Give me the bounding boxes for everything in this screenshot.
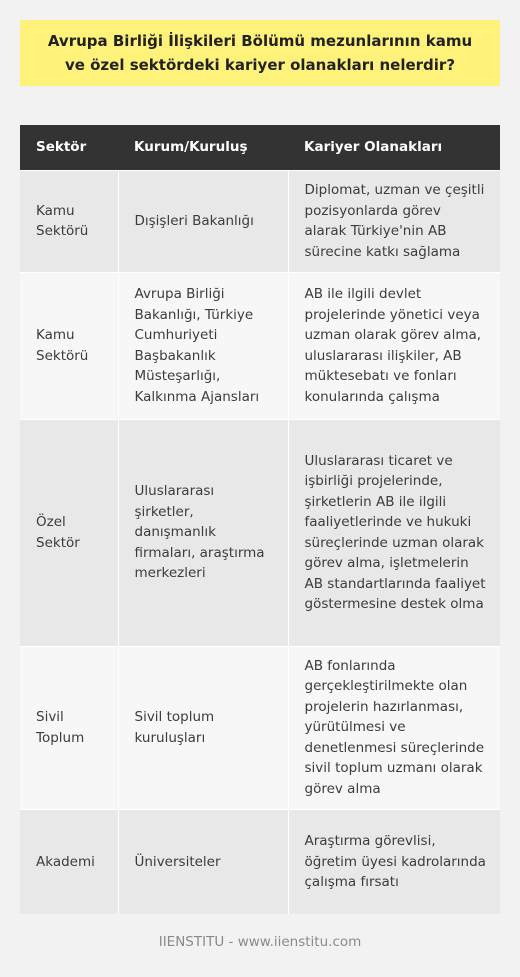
title-banner — [20, 20, 500, 86]
cell-institution: Üniversiteler — [118, 809, 288, 914]
header-sector: Sektör — [20, 125, 118, 170]
cell-careers: AB fonlarında gerçekleştirilmekte olan projelerin hazırlanması, yürütülmesi ve denetlenmesi süreçlerinde sivil toplum uzmanı olarak görev alma — [288, 646, 500, 809]
page-title: Avrupa Birliği İlişkileri Bölümü mezunlarının kamu ve özel sektördeki kariyer olanakları nelerdir? — [47, 32, 473, 74]
cell-careers: Araştırma görevlisi, öğretim üyesi kadrolarında çalışma fırsatı — [288, 809, 500, 914]
cell-careers: Diplomat, uzman ve çeşitli pozisyonlarda görev alarak Türkiye'nin AB sürecine katkı sağlama — [288, 170, 500, 272]
table-row — [20, 170, 500, 272]
cell-sector: Akademi — [20, 809, 118, 914]
table-row — [20, 809, 500, 914]
cell-sector: Kamu Sektörü — [20, 272, 118, 419]
cell-institution: Avrupa Birliği Bakanlığı, Türkiye Cumhuriyeti Başbakanlık Müsteşarlığı, Kalkınma Ajansları — [118, 272, 288, 419]
cell-sector: Sivil Toplum — [20, 646, 118, 809]
cell-careers: AB ile ilgili devlet projelerinde yönetici veya uzman olarak görev alma, uluslararası ilişkiler, AB müktesebatı ve fonları konularında çalışma — [288, 272, 500, 419]
table-row — [20, 272, 500, 419]
cell-sector: Özel Sektör — [20, 419, 118, 646]
table-row — [20, 419, 500, 646]
header-careers: Kariyer Olanakları — [288, 125, 500, 170]
header-institution: Kurum/Kuruluş — [118, 125, 288, 170]
cell-careers: Uluslararası ticaret ve işbirliği projelerinde, şirketlerin AB ile ilgili faaliyetlerinde ve hukuki süreçlerinde uzman olarak görev alma, işletmelerin AB standartlarında faaliyet göstermesine destek olma — [288, 419, 500, 646]
table-header-row — [20, 125, 500, 170]
cell-institution: Dışişleri Bakanlığı — [118, 170, 288, 272]
cell-institution: Uluslararası şirketler, danışmanlık firmaları, araştırma merkezleri — [118, 419, 288, 646]
cell-sector: Kamu Sektörü — [20, 170, 118, 272]
table-row — [20, 646, 500, 809]
footer-credit: IIENSTITU - www.iienstitu.com — [158, 934, 362, 950]
cell-institution: Sivil toplum kuruluşları — [118, 646, 288, 809]
career-table — [20, 125, 500, 914]
